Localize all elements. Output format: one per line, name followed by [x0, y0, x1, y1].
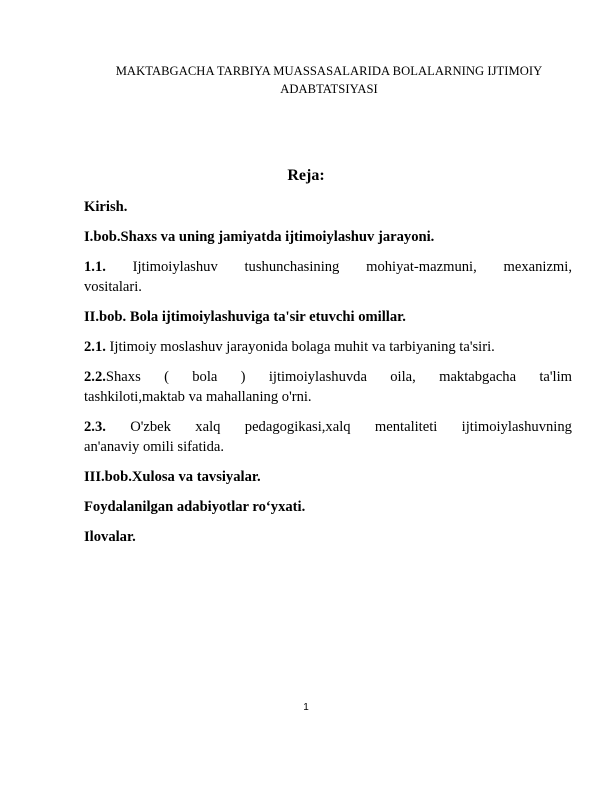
- plan-heading: Reja:: [287, 167, 325, 184]
- word: ta'lim: [539, 369, 572, 385]
- section-number: 2.3.: [84, 419, 106, 435]
- toc-section-1-1-line-1: [84, 259, 572, 276]
- word: pedagogikasi,xalq: [244, 419, 351, 435]
- word: mohiyat-mazmuni,: [366, 259, 477, 275]
- title-line-1: MAKTABGACHA TARBIYA MUASSASALARIDA BOLALARNING IJTIMOIY: [115, 64, 543, 78]
- toc-section-1-1-line-2: vositalari.: [84, 279, 142, 295]
- word: bola: [192, 369, 218, 385]
- toc-chapter-3: III.bob.Xulosa va tavsiyalar.: [84, 469, 261, 485]
- word: Ijtimoiylashuv: [132, 259, 218, 275]
- word: xalq: [195, 419, 221, 435]
- word: ijtimoiylashuvning: [461, 419, 572, 435]
- word: mexanizmi,: [503, 259, 572, 275]
- word: (: [164, 369, 169, 385]
- word: oila,: [390, 369, 416, 385]
- section-number: 2.2.: [84, 369, 106, 385]
- word: maktabgacha: [439, 369, 517, 385]
- word: ): [240, 369, 246, 385]
- toc-section-2-1: [84, 339, 495, 356]
- page-number: 1: [303, 702, 309, 713]
- toc-chapter-1: I.bob.Shaxs va uning jamiyatda ijtimoiylashuv jarayoni.: [84, 229, 435, 245]
- toc-section-2-2-line-2: tashkiloti,maktab va mahallaning o'rni.: [84, 389, 312, 405]
- toc-chapter-2: II.bob. Bola ijtimoiylashuviga ta'sir etuvchi omillar.: [84, 309, 406, 325]
- toc-section-2-3-line-1: [84, 419, 572, 436]
- toc-intro: Kirish.: [84, 199, 128, 215]
- word: tushunchasining: [244, 259, 340, 275]
- toc-references: Foydalanilgan adabiyotlar ro‘yxati.: [84, 499, 306, 515]
- word: O'zbek: [130, 419, 171, 435]
- title-line-2: ADABTATSIYASI: [280, 81, 378, 96]
- section-number: 1.1.: [84, 259, 106, 275]
- toc-appendix: Ilovalar.: [84, 529, 136, 545]
- word: mentaliteti: [374, 419, 438, 435]
- section-text: Ijtimoiy moslashuv jarayonida bolaga muhit va tarbiyaning ta'siri.: [105, 339, 495, 355]
- word: Shaxs: [105, 369, 141, 385]
- word: ijtimoiylashuvda: [268, 369, 367, 385]
- document-title: [84, 63, 574, 98]
- toc-section-2-2-line-1: [84, 369, 572, 386]
- toc-section-2-3-line-2: an'anaviy omili sifatida.: [84, 439, 225, 455]
- section-number: 2.1.: [84, 339, 106, 355]
